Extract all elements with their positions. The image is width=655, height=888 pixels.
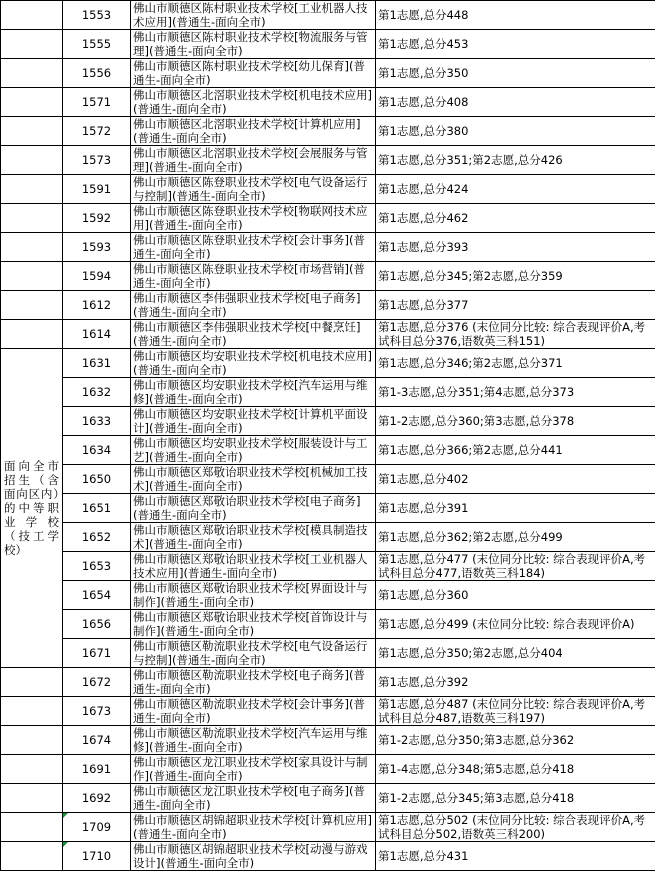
cell-comment-marker-icon (63, 842, 68, 847)
table-row (1, 59, 655, 88)
school-major-name: 佛山市顺德区北滘职业技术学校[会展服务与管理](普通生-面向全市) (131, 146, 376, 175)
table-row (1, 726, 655, 755)
school-major-name: 佛山市顺德区北滘职业技术学校[计算机应用](普通生-面向全市) (131, 117, 376, 146)
school-major-name: 佛山市顺德区陈登职业技术学校[电气设备运行与控制](普通生-面向全市) (131, 175, 376, 204)
school-code (63, 726, 131, 755)
school-major-name: 佛山市顺德区胡锦超职业技术学校[动漫与游戏设计](普通生-面向全市) (131, 842, 376, 871)
school-code-text: 1671 (81, 646, 112, 660)
category-cell-empty (1, 784, 63, 813)
school-code-text: 1555 (81, 37, 112, 51)
school-code (63, 146, 131, 175)
category-cell-empty (1, 726, 63, 755)
school-code (63, 436, 131, 465)
school-code (63, 88, 131, 117)
table-row (1, 436, 655, 465)
admission-result: 第1志愿,总分392 (376, 668, 655, 697)
admission-result: 第1志愿,总分453 (376, 30, 655, 59)
school-major-name: 佛山市顺德区陈登职业技术学校[物联网技术应用](普通生-面向全市) (131, 204, 376, 233)
category-cell-empty (1, 175, 63, 204)
admission-result: 第1志愿,总分487 (末位同分比较: 综合表现评价A,考试科目总分487,语数英三科197) (376, 697, 655, 726)
school-code (63, 784, 131, 813)
school-major-name: 佛山市顺德区郑敬诒职业技术学校[模具制造技术](普通生-面向全市) (131, 523, 376, 552)
school-code (63, 697, 131, 726)
table-row (1, 30, 655, 59)
admission-result: 第1志愿,总分346;第2志愿,总分371 (376, 349, 655, 378)
school-major-name: 佛山市顺德区均安职业技术学校[服装设计与工艺](普通生-面向全市) (131, 436, 376, 465)
admission-result: 第1志愿,总分366;第2志愿,总分441 (376, 436, 655, 465)
school-code-text: 1672 (81, 675, 112, 689)
admission-result: 第1志愿,总分350;第2志愿,总分404 (376, 639, 655, 668)
admission-result: 第1志愿,总分360 (376, 581, 655, 610)
admission-result: 第1志愿,总分377 (376, 291, 655, 320)
category-cell-empty (1, 262, 63, 291)
school-major-name: 佛山市顺德区均安职业技术学校[机电技术应用](普通生-面向全市) (131, 349, 376, 378)
school-code-text: 1652 (81, 530, 112, 544)
school-code-text: 1593 (81, 240, 112, 254)
admission-result: 第1志愿,总分393 (376, 233, 655, 262)
admission-result: 第1志愿,总分351;第2志愿,总分426 (376, 146, 655, 175)
admission-result: 第1志愿,总分362;第2志愿,总分499 (376, 523, 655, 552)
table-row (1, 842, 655, 871)
table-row (1, 349, 655, 378)
school-major-name: 佛山市顺德区陈登职业技术学校[会计事务](普通生-面向全市) (131, 233, 376, 262)
table-row (1, 175, 655, 204)
school-code-text: 1674 (81, 733, 112, 747)
school-major-name: 佛山市顺德区勒流职业技术学校[会计事务](普通生-面向全市) (131, 697, 376, 726)
school-code (63, 291, 131, 320)
school-major-name: 佛山市顺德区郑敬诒职业技术学校[界面设计与制作](普通生-面向全市) (131, 581, 376, 610)
table-row (1, 262, 655, 291)
table-row (1, 494, 655, 523)
category-cell-empty (1, 1, 63, 30)
admission-result: 第1-3志愿,总分351;第4志愿,总分373 (376, 378, 655, 407)
school-major-name: 佛山市顺德区龙江职业技术学校[电子商务](普通生-面向全市) (131, 784, 376, 813)
school-code-text: 1591 (81, 182, 112, 196)
school-major-name: 佛山市顺德区陈登职业技术学校[市场营销](普通生-面向全市) (131, 262, 376, 291)
school-code (63, 1, 131, 30)
table-body (1, 1, 655, 871)
school-major-name: 佛山市顺德区勒流职业技术学校[汽车运用与维修](普通生-面向全市) (131, 726, 376, 755)
table-row (1, 813, 655, 842)
school-code-text: 1673 (81, 704, 112, 718)
table-row (1, 552, 655, 581)
school-major-name: 佛山市顺德区龙江职业技术学校[家具设计与制作](普通生-面向全市) (131, 755, 376, 784)
school-major-name: 佛山市顺德区陈村职业技术学校[幼儿保育](普通生-面向全市) (131, 59, 376, 88)
school-code (63, 349, 131, 378)
school-major-name: 佛山市顺德区李伟强职业技术学校[中餐烹饪](普通生-面向全市) (131, 320, 376, 349)
table-row (1, 697, 655, 726)
admission-result: 第1志愿,总分391 (376, 494, 655, 523)
school-code (63, 175, 131, 204)
school-code-text: 1709 (81, 820, 112, 834)
school-code (63, 842, 131, 871)
school-code (63, 668, 131, 697)
admission-result: 第1志愿,总分448 (376, 1, 655, 30)
table-row (1, 639, 655, 668)
admission-result: 第1志愿,总分402 (376, 465, 655, 494)
school-code-text: 1572 (81, 124, 112, 138)
admission-result: 第1志愿,总分431 (376, 842, 655, 871)
school-code-text: 1614 (81, 327, 112, 341)
category-cell-empty (1, 320, 63, 349)
admission-result: 第1-2志愿,总分350;第3志愿,总分362 (376, 726, 655, 755)
admission-result: 第1志愿,总分380 (376, 117, 655, 146)
school-major-name: 佛山市顺德区郑敬诒职业技术学校[首饰设计与制作](普通生-面向全市) (131, 610, 376, 639)
school-code (63, 30, 131, 59)
school-code-text: 1612 (81, 298, 112, 312)
admission-result: 第1志愿,总分502 (末位同分比较: 综合表现评价A,考试科目总分502,语数英三科200) (376, 813, 655, 842)
table-row (1, 88, 655, 117)
category-cell-empty (1, 697, 63, 726)
table-row (1, 1, 655, 30)
school-major-name: 佛山市顺德区郑敬诒职业技术学校[机械加工技术](普通生-面向全市) (131, 465, 376, 494)
category-cell-empty (1, 813, 63, 842)
category-cell-empty (1, 88, 63, 117)
category-cell-empty (1, 204, 63, 233)
school-code-text: 1710 (81, 849, 112, 863)
school-code-text: 1553 (81, 8, 112, 22)
school-code (63, 378, 131, 407)
category-cell-empty (1, 668, 63, 697)
admission-result: 第1志愿,总分424 (376, 175, 655, 204)
table-row (1, 378, 655, 407)
category-cell-empty (1, 30, 63, 59)
school-major-name: 佛山市顺德区郑敬诒职业技术学校[工业机器人技术应用](普通生-面向全市) (131, 552, 376, 581)
school-code-text: 1632 (81, 385, 112, 399)
school-code (63, 465, 131, 494)
school-major-name: 佛山市顺德区胡锦超职业技术学校[计算机应用](普通生-面向全市) (131, 813, 376, 842)
school-major-name: 佛山市顺德区均安职业技术学校[计算机平面设计](普通生-面向全市) (131, 407, 376, 436)
school-code (63, 552, 131, 581)
school-code-text: 1634 (81, 443, 112, 457)
school-major-name: 佛山市顺德区郑敬诒职业技术学校[电子商务](普通生-面向全市) (131, 494, 376, 523)
category-cell-empty (1, 291, 63, 320)
school-major-name: 佛山市顺德区均安职业技术学校[汽车运用与维修](普通生-面向全市) (131, 378, 376, 407)
school-code-text: 1571 (81, 95, 112, 109)
school-code-text: 1656 (81, 617, 112, 631)
admission-result: 第1志愿,总分477 (末位同分比较: 综合表现评价A,考试科目总分477,语数英三科184) (376, 552, 655, 581)
table-row (1, 784, 655, 813)
school-code (63, 59, 131, 88)
school-code-text: 1654 (81, 588, 112, 602)
table-row (1, 146, 655, 175)
table-row (1, 755, 655, 784)
admission-result: 第1-2志愿,总分360;第3志愿,总分378 (376, 407, 655, 436)
admission-result: 第1-2志愿,总分345;第3志愿,总分418 (376, 784, 655, 813)
school-major-name: 佛山市顺德区勒流职业技术学校[电子商务](普通生-面向全市) (131, 668, 376, 697)
category-cell: 面向全市招生（含面向区内）的中等职业学校（技工学校） (1, 349, 63, 668)
school-major-name: 佛山市顺德区陈村职业技术学校[工业机器人技术应用](普通生-面向全市) (131, 1, 376, 30)
admission-result: 第1志愿,总分462 (376, 204, 655, 233)
admission-result: 第1志愿,总分345;第2志愿,总分359 (376, 262, 655, 291)
school-code-text: 1650 (81, 472, 112, 486)
category-cell-empty (1, 146, 63, 175)
category-cell-empty (1, 755, 63, 784)
school-code-text: 1592 (81, 211, 112, 225)
school-code (63, 755, 131, 784)
school-code (63, 494, 131, 523)
table-row (1, 204, 655, 233)
admission-result: 第1志愿,总分350 (376, 59, 655, 88)
school-major-name: 佛山市顺德区勒流职业技术学校[电气设备运行与控制](普通生-面向全市) (131, 639, 376, 668)
table-row (1, 668, 655, 697)
school-code (63, 610, 131, 639)
category-cell-empty (1, 117, 63, 146)
school-code (63, 639, 131, 668)
table-row (1, 523, 655, 552)
school-code-text: 1691 (81, 762, 112, 776)
school-code-text: 1631 (81, 356, 112, 370)
admission-result: 第1志愿,总分499 (末位同分比较: 综合表现评价A) (376, 610, 655, 639)
table-row (1, 610, 655, 639)
school-code-text: 1556 (81, 66, 112, 80)
school-major-name: 佛山市顺德区北滘职业技术学校[机电技术应用](普通生-面向全市) (131, 88, 376, 117)
category-cell-empty (1, 233, 63, 262)
school-code (63, 407, 131, 436)
school-code-text: 1651 (81, 501, 112, 515)
table-row (1, 117, 655, 146)
school-code (63, 117, 131, 146)
cell-comment-marker-icon (63, 813, 68, 818)
school-major-name: 佛山市顺德区陈村职业技术学校[物流服务与管理](普通生-面向全市) (131, 30, 376, 59)
school-code-text: 1653 (81, 559, 112, 573)
category-cell-empty (1, 59, 63, 88)
school-major-name: 佛山市顺德区李伟强职业技术学校[电子商务](普通生-面向全市) (131, 291, 376, 320)
school-code (63, 262, 131, 291)
table-row (1, 581, 655, 610)
admission-result: 第1-4志愿,总分348;第5志愿,总分418 (376, 755, 655, 784)
school-code (63, 204, 131, 233)
table-row (1, 291, 655, 320)
table-row (1, 407, 655, 436)
school-code (63, 320, 131, 349)
table-row (1, 320, 655, 349)
school-code-text: 1692 (81, 791, 112, 805)
table-row (1, 465, 655, 494)
school-code (63, 233, 131, 262)
school-code-text: 1633 (81, 414, 112, 428)
school-code-text: 1573 (81, 153, 112, 167)
school-code-text: 1594 (81, 269, 112, 283)
category-cell-empty (1, 842, 63, 871)
school-code (63, 813, 131, 842)
table-row (1, 233, 655, 262)
school-code (63, 581, 131, 610)
school-code (63, 523, 131, 552)
admission-result: 第1志愿,总分408 (376, 88, 655, 117)
admission-result: 第1志愿,总分376 (末位同分比较: 综合表现评价A,考试科目总分376,语数英三科151) (376, 320, 655, 349)
